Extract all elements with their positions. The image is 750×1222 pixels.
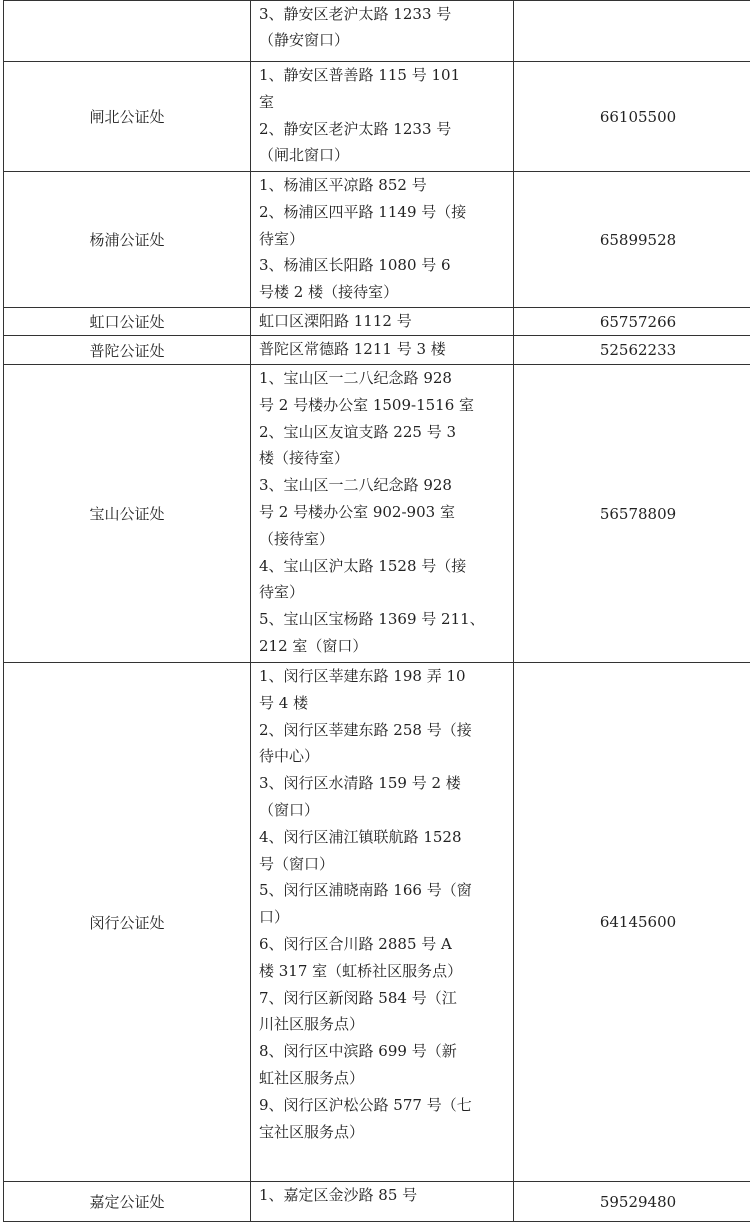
address-line: 室	[259, 89, 507, 116]
address-cell	[251, 172, 514, 308]
address-entry	[259, 1182, 507, 1209]
table-row	[4, 365, 750, 663]
address-entry	[259, 252, 507, 306]
address-line: 待室）	[259, 226, 507, 253]
address-entry	[259, 472, 507, 552]
office-name-cell: 闸北公证处	[4, 62, 251, 172]
address-line: 待中心）	[259, 743, 507, 770]
table-row	[4, 663, 750, 1182]
address-line: 号 4 楼	[259, 690, 507, 717]
address-line: 4、宝山区沪太路 1528 号（接	[259, 553, 507, 580]
office-name-cell: 虹口公证处	[4, 308, 251, 336]
address-line: 楼 317 室（虹桥社区服务点）	[259, 958, 507, 985]
address-line: 口）	[259, 904, 507, 931]
address-line: 虹口区溧阳路 1112 号	[259, 308, 507, 335]
address-entry	[259, 824, 507, 878]
address-line: 2、闵行区莘建东路 258 号（接	[259, 717, 507, 744]
office-name-cell: 闵行公证处	[4, 663, 251, 1182]
address-line: 3、静安区老沪太路 1233 号	[259, 1, 507, 27]
address-line: 2、静安区老沪太路 1233 号	[259, 116, 507, 143]
table-row	[4, 172, 750, 308]
phone-cell: 64145600	[514, 663, 750, 1182]
address-entry	[259, 717, 507, 771]
address-entry	[259, 770, 507, 824]
phone-cell	[514, 1, 750, 62]
address-line: （闸北窗口）	[259, 142, 507, 169]
address-entry	[259, 1, 507, 53]
address-entry	[259, 1038, 507, 1092]
address-line: 1、闵行区莘建东路 198 弄 10	[259, 663, 507, 690]
office-name-cell: 宝山公证处	[4, 365, 251, 663]
address-line: 3、杨浦区长阳路 1080 号 6	[259, 252, 507, 279]
address-line: 虹社区服务点）	[259, 1065, 507, 1092]
address-entry	[259, 1092, 507, 1146]
phone-cell: 66105500	[514, 62, 750, 172]
address-line: 号 2 号楼办公室 1509-1516 室	[259, 392, 507, 419]
table-row	[4, 62, 750, 172]
address-line: 号 2 号楼办公室 902-903 室	[259, 499, 507, 526]
address-entry	[259, 877, 507, 931]
address-entry	[259, 606, 507, 660]
address-line: 6、闵行区合川路 2885 号 A	[259, 931, 507, 958]
address-entry	[259, 336, 507, 363]
table-row	[4, 308, 750, 336]
address-line: 待室）	[259, 579, 507, 606]
address-line: （接待室）	[259, 526, 507, 553]
table-row	[4, 1, 750, 62]
address-cell	[251, 663, 514, 1182]
office-name-cell: 杨浦公证处	[4, 172, 251, 308]
address-line: 4、闵行区浦江镇联航路 1528	[259, 824, 507, 851]
phone-cell: 52562233	[514, 336, 750, 365]
address-line: 5、宝山区宝杨路 1369 号 211、	[259, 606, 507, 633]
address-line: 川社区服务点）	[259, 1011, 507, 1038]
address-entry	[259, 931, 507, 985]
address-line: 7、闵行区新闵路 584 号（江	[259, 985, 507, 1012]
address-line: 1、嘉定区金沙路 85 号	[259, 1182, 507, 1209]
table-row	[4, 336, 750, 365]
address-entry	[259, 308, 507, 335]
table-body	[4, 1, 750, 1222]
office-name-cell: 嘉定公证处	[4, 1182, 251, 1222]
address-line: 3、宝山区一二八纪念路 928	[259, 472, 507, 499]
address-cell	[251, 1182, 514, 1222]
address-cell	[251, 336, 514, 365]
address-line: 2、杨浦区四平路 1149 号（接	[259, 199, 507, 226]
address-line: 楼（接待室）	[259, 445, 507, 472]
address-line: 9、闵行区沪松公路 577 号（七	[259, 1092, 507, 1119]
address-entry	[259, 199, 507, 253]
address-line: 1、宝山区一二八纪念路 928	[259, 365, 507, 392]
address-entry	[259, 116, 507, 170]
address-line: 宝社区服务点）	[259, 1119, 507, 1146]
address-entry	[259, 172, 507, 199]
address-line: 5、闵行区浦晓南路 166 号（窗	[259, 877, 507, 904]
address-entry	[259, 663, 507, 717]
address-cell	[251, 1, 514, 62]
phone-cell: 65899528	[514, 172, 750, 308]
address-line: 号（窗口）	[259, 851, 507, 878]
phone-cell: 65757266	[514, 308, 750, 336]
address-entry	[259, 985, 507, 1039]
address-line: 8、闵行区中滨路 699 号（新	[259, 1038, 507, 1065]
address-cell	[251, 365, 514, 663]
address-entry	[259, 365, 507, 419]
table-row	[4, 1182, 750, 1222]
notary-offices-table	[3, 0, 750, 1222]
address-cell	[251, 308, 514, 336]
address-line: （窗口）	[259, 797, 507, 824]
phone-cell: 59529480	[514, 1182, 750, 1222]
address-line: （静安窗口）	[259, 27, 507, 53]
address-line: 1、静安区普善路 115 号 101	[259, 62, 507, 89]
address-cell	[251, 62, 514, 172]
office-name-cell: 普陀公证处	[4, 336, 251, 365]
address-line: 普陀区常德路 1211 号 3 楼	[259, 336, 507, 363]
address-line: 1、杨浦区平凉路 852 号	[259, 172, 507, 199]
address-line: 212 室（窗口）	[259, 633, 507, 660]
address-entry	[259, 419, 507, 473]
address-entry	[259, 62, 507, 116]
address-line: 2、宝山区友谊支路 225 号 3	[259, 419, 507, 446]
phone-cell: 56578809	[514, 365, 750, 663]
address-entry	[259, 553, 507, 607]
office-name-cell	[4, 1, 251, 62]
address-line: 3、闵行区水清路 159 号 2 楼	[259, 770, 507, 797]
address-line: 号楼 2 楼（接待室）	[259, 279, 507, 306]
